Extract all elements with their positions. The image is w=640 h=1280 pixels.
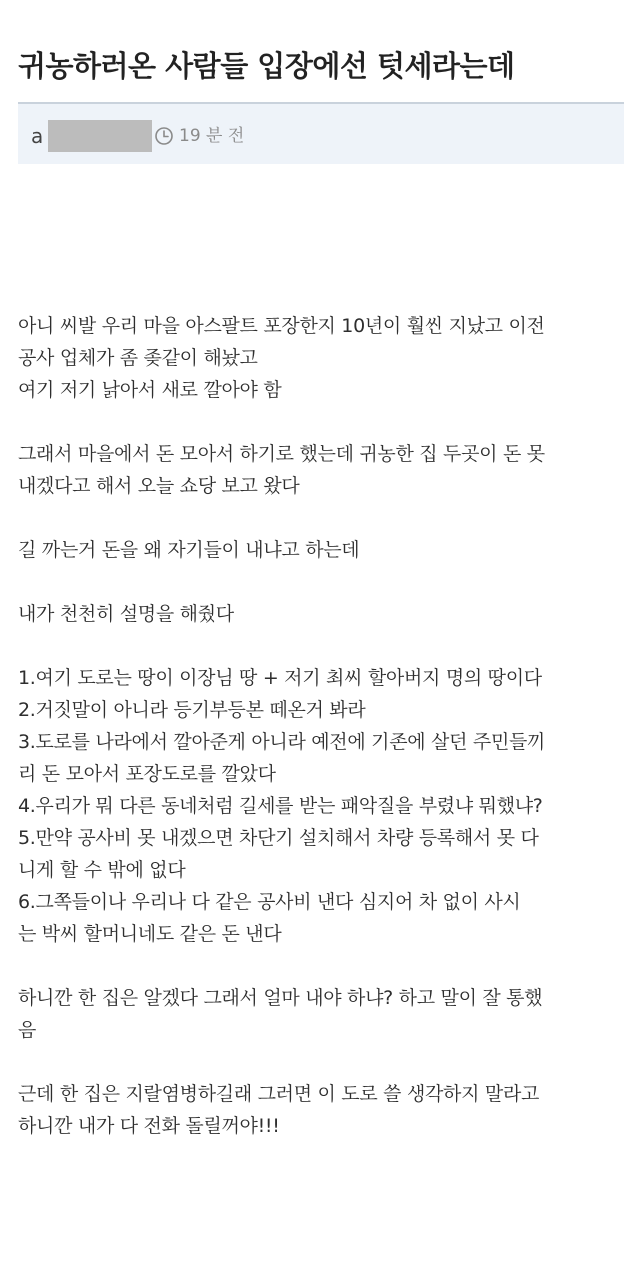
paragraph	[18, 310, 628, 406]
body-line: 하니깐 내가 다 전화 돌릴꺼야!!!	[18, 1115, 280, 1137]
post-body	[18, 310, 628, 1174]
paragraph	[18, 598, 628, 630]
body-line: 내겠다고 해서 오늘 쇼당 보고 왔다	[18, 475, 300, 497]
post-timestamp	[154, 124, 244, 148]
body-line: 그래서 마을에서 돈 모아서 하기로 했는데 귀농한 집 두곳이 돈 못	[18, 443, 545, 465]
body-line: 길 까는거 돈을 왜 자기들이 내냐고 하는데	[18, 539, 360, 561]
body-line: 공사 업체가 좀 좆같이 해놨고	[18, 347, 258, 369]
body-line: 는 박씨 할머니네도 같은 돈 낸다	[18, 923, 282, 945]
post-title: 귀농하러온 사람들 입장에선 텃세라는데	[18, 49, 515, 83]
body-line: 리 돈 모아서 포장도로를 깔았다	[18, 763, 276, 785]
body-line: 하니깐 한 집은 알겠다 그래서 얼마 내야 하냐? 하고 말이 잘 통했	[18, 987, 543, 1009]
body-line: 5.만약 공사비 못 내겠으면 차단기 설치해서 차량 등록해서 못 다	[18, 827, 539, 849]
body-line: 아니 씨발 우리 마을 아스팔트 포장한지 10년이 훨씬 지났고 이전	[18, 315, 545, 337]
paragraph	[18, 662, 628, 950]
body-line: 1.여기 도로는 땅이 이장님 땅 + 저기 최씨 할아버지 명의 땅이다	[18, 667, 542, 689]
paragraph	[18, 982, 628, 1046]
author-name[interactable]: a	[31, 124, 44, 148]
body-line: 니게 할 수 밖에 없다	[18, 859, 186, 881]
body-line: 3.도로를 나라에서 깔아준게 아니라 예전에 기존에 살던 주민들끼	[18, 731, 546, 753]
paragraph	[18, 534, 628, 566]
body-line: 근데 한 집은 지랄염병하길래 그러면 이 도로 쓸 생각하지 말라고	[18, 1083, 540, 1105]
clock-icon	[154, 126, 174, 146]
body-line: 2.거짓말이 아니라 등기부등본 떼온거 봐라	[18, 699, 366, 721]
body-line: 음	[18, 1019, 37, 1041]
body-line: 6.그쪽들이나 우리나 다 같은 공사비 낸다 심지어 차 없이 사시	[18, 891, 521, 913]
paragraph	[18, 1078, 628, 1142]
timestamp-text: 19 분 전	[179, 126, 245, 146]
author-redaction	[48, 120, 152, 152]
body-line: 4.우리가 뭐 다른 동네처럼 길세를 받는 패악질을 부렸냐 뭐했냐?	[18, 795, 543, 817]
body-line: 여기 저기 낡아서 새로 깔아야 함	[18, 379, 282, 401]
body-line: 내가 천천히 설명을 해줬다	[18, 603, 234, 625]
post-meta-bar	[18, 102, 624, 164]
paragraph	[18, 438, 628, 502]
